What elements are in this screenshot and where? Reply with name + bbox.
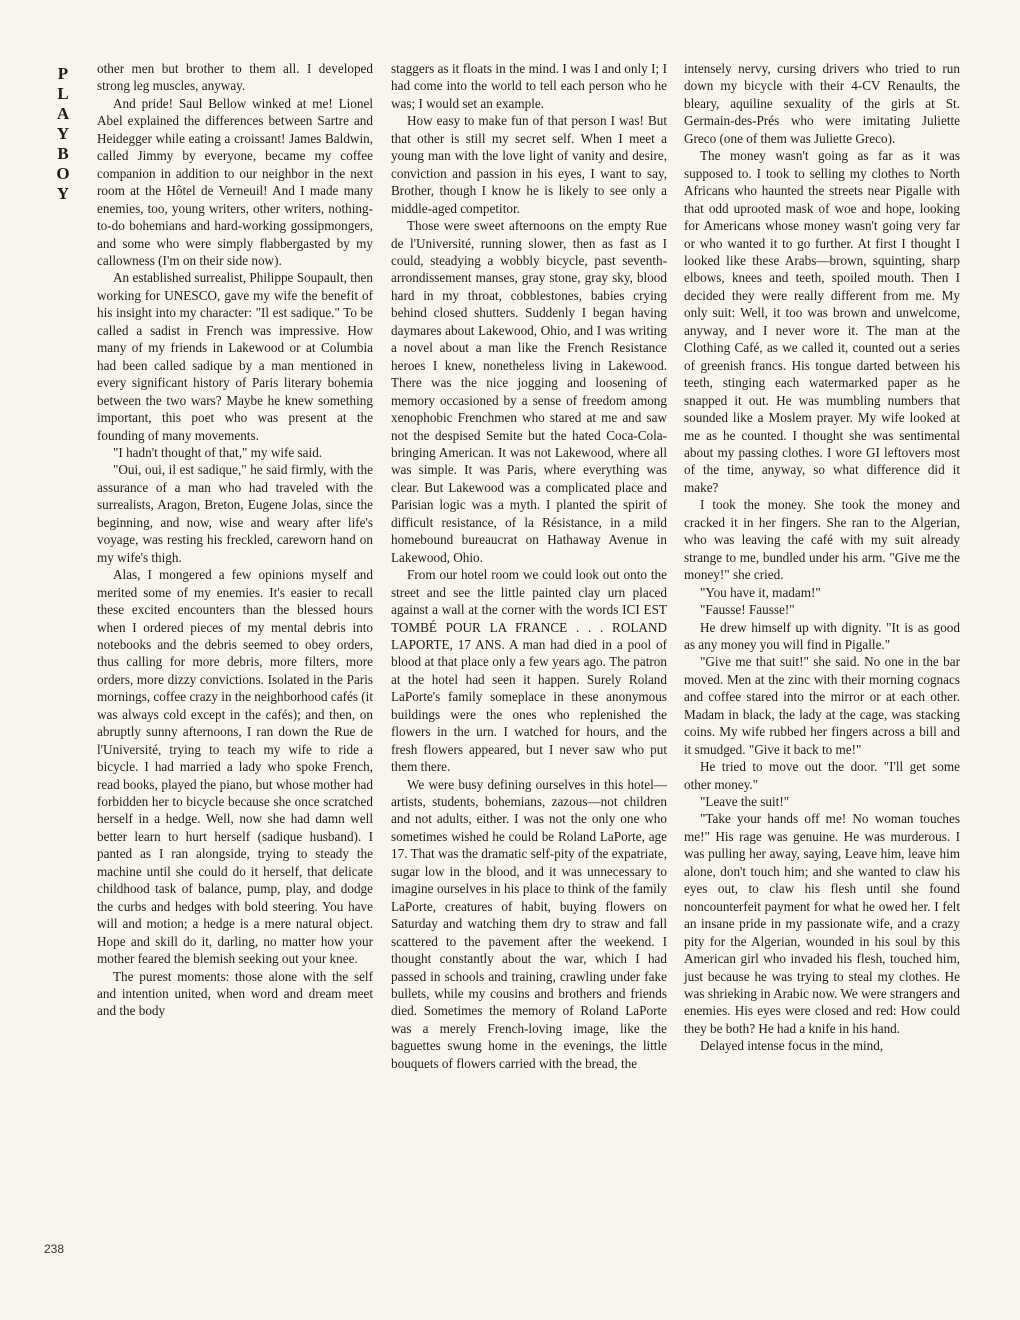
paragraph: other men but brother to them all. I developed strong leg muscles, anyway. (97, 61, 373, 94)
paragraph: "Fausse! Fausse!" (700, 602, 795, 618)
paragraph: "Give me that suit!" she said. No one in the bar moved. Men at the zinc with their morning cognacs and coffee stared into the mirror or at each other. Madam in black, the lady at the cage, was stacking coins. My wife rubbed her fingers across a bill and it smudged. "Give it back to me!" (684, 654, 960, 757)
paragraph: "I hadn't thought of that," my wife said. (113, 444, 323, 460)
paragraph: "Leave the suit!" (700, 794, 790, 810)
paragraph: The money wasn't going as far as it was supposed to. I took to selling my clothes to North Africans who haunted the streets near Pigalle with that odd uprooted mask of woe and hope, looking for Americans whose money wasn't going very far or who wanted it to go further. At first I thought I looked like these Arabs—brown, squinting, sharp elbows, knees and teeth, spoiled mouth. Then I decided they were really different from me. My only suit: Well, it too was brown and unwelcome, anyway, and I never wore it. The man at the Clothing Café, as we called it, counted out a series of greenish francs. His tongue darted between his teeth, stinging each watermarked paper as he snapped it out. He was mumbling numbers that sounded like a Moslem prayer. My wife looked at me as he counted. I thought she was sentimental about my passing clothes. I wore GI leftovers most of the time, anyway, so what difference did it make? (684, 148, 960, 495)
paragraph: intensely nervy, cursing drivers who tried to run down my bicycle with their 4-CV Renaults, the bleary, aquiline sexuality of the girls at St. Germain-des-Prés who were imitating Juliette Greco (one of them was Juliette Greco). (684, 61, 960, 146)
text-column-1 (97, 60, 373, 1020)
paragraph: Those were sweet afternoons on the empty Rue de l'Université, running slower, then as fast as I could, steadying a wobbly bicycle, past seventh-arrondissement manses, gray stone, gray sky, blood hard in my throat, cobblestones, babies crying behind closed shutters. Suddenly I began having daymares about Lakewood, Ohio, and I was writing a novel about a man like the French Resistance heroes I knew, nonetheless living in Lakewood. There was the nice jogging and loosening of memory occasioned by a sense of freedom among xenophobic Frenchmen who stared at me and saw not the despised Semite but the hated Coca-Cola-bringing American. It was not Lakewood, where all was simple. It was Paris, where everything was clear. But Lakewood was a complicated place and Parisian logic was a myth. I planted the spirit of difficult resistance, of la Résistance, in a mild homebound bureaucrat on Hathaway Avenue in Lakewood, Ohio. (391, 218, 667, 565)
paragraph: And pride! Saul Bellow winked at me! Lionel Abel explained the differences between Sartre and Heidegger while eating a croissant! James Baldwin, called Jimmy by everyone, became my coffee companion in addition to our neighbor in the next room at the Hôtel de Verneuil! And I made many enemies, too, young writers, other writers, nothing-to-do bohemians and hard-working gossipmongers, and some who were simply flabbergasted by my callowness (I'm on their side now). (97, 95, 373, 268)
paragraph: "Oui, oui, il est sadique," he said firmly, with the assurance of a man who had traveled with the surrealists, Aragon, Breton, Eugene Jolas, since the beginning, and now, wise and weary after life's voyage, was resting his freckled, careworn hand on my wife's thigh. (97, 462, 373, 565)
paragraph: An established surrealist, Philippe Soupault, then working for UNESCO, gave my wife the benefit of his insight into my character: "Il est sadique." To be called a sadist in French was impressive. How many of my friends in Lakewood or at Columbia had been called sadique by a man mentioned in every significant history of Paris literary bohemia between the two wars? Maybe he knew something important, this poet who was present at the founding of many movements. (97, 270, 373, 443)
paragraph: staggers as it floats in the mind. I was I and only I; I had come into the world to tell each person who he was; I would set an example. (391, 61, 667, 111)
paragraph: I took the money. She took the money and cracked it in her fingers. She ran to the Algerian, who was leaving the café with my suit already strange to me, bundled under his arm. "Give me the money!" she cried. (684, 497, 960, 583)
text-column-2 (391, 60, 667, 1072)
paragraph: He drew himself up with dignity. "It is as good as any money you will find in Pigalle." (684, 619, 960, 652)
magazine-masthead (50, 64, 76, 204)
paragraph: How easy to make fun of that person I was! But that other is still my secret self. When I meet a young man with the love light of vanity and desire, conviction and passion in his eyes, I want to say, Brother, though I know he is likely to see only a middle-aged competitor. (391, 113, 667, 216)
masthead-letter: L (57, 84, 69, 103)
masthead-letter: B (57, 144, 69, 163)
paragraph: From our hotel room we could look out onto the street and see the little painted clay urn placed against a wall at the corner with the words ICI EST TOMBÉ POUR LA FRANCE . . . ROLAND LAPORTE, 17 ANS. A man had died in a pool of blood at that place only a few years ago. The patron at the hotel had seen it happen. Surely Roland LaPorte's family someplace in these anonymous buildings were the ones who replenished the flowers in the urn. I watched for hours, and the fresh flowers appeared, but I never saw who put them there. (391, 567, 667, 775)
paragraph: He tried to move out the door. "I'll get some other money." (684, 759, 960, 792)
page-number: 238 (44, 1242, 65, 1256)
paragraph: Alas, I mongered a few opinions myself and merited some of my enemies. It's easier to recall these excited encounters than the blessed hours when I ordered pieces of my mental debris into notebooks and the debris seemed to obey orders, thus calling for more debris, more filters, more orders, more dizzy convictions. Isolated in the Paris mornings, coffee crazy in the neighborhood cafés (it was always cold except in the cafés); and then, on abruptly sunny afternoons, I ran down the Rue de l'Université, trying to teach my wife to ride a bicycle. I had married a lady who spoke French, read books, played the piano, but whose mother had forbidden her to bicycle because she once scratched herself in a hedge. Well, now she had damn well better learn to hurt herself (sadique husband). I panted as I ran alongside, trying to steady the machine until she could do it herself, that delicate childhood task of balance, pump, play, and dodge the curbs and hedges with bold steering. You have will and motion; a hedge is a mere natural object. Hope and skill do it, darling, no matter how your mother feared the blemish seeking out your knee. (97, 567, 373, 967)
paragraph: Delayed intense focus in the mind, (700, 1038, 884, 1054)
masthead-letter: A (56, 104, 70, 123)
paragraph: "Take your hands off me! No woman touches me!" His rage was genuine. He was murderous. I was pulling her away, saying, Leave him, leave him alone, don't touch him; and she wanted to claw his eyes out, to claw his flesh until she found noncounterfeit payment for what he owed her. I felt an insane pride in my passionate wife, and a crazy pity for the Algerian, wounded in his soul by this American girl who invaded his flesh, touched him, just because he was trying to steal my clothes. He was shrieking in Arabic now. We were strangers and enemies. His eyes were closed and red: How could they be both? He had a knife in his hand. (684, 811, 960, 1036)
masthead-letter: Y (56, 184, 70, 203)
paragraph: We were busy defining ourselves in this hotel—artists, students, bohemians, zazous—not children and not adults, either. I was not the only one who sometimes wished he could be Roland LaPorte, age 17. That was the dramatic self-pity of the expatriate, sugar low in the blood, and it was unnecessary to imagine ourselves in his place to think of the family LaPorte, creatures of habit, buying flowers on Saturday and watching them dry to straw and fall scattered to the pavement after the weekend. I thought constantly about the war, which I had passed in schools and training, crawling under fake bullets, while my cousins and brothers and friends died. Sometimes the memory of Roland LaPorte was a merely French-loving image, like the baguettes swung home in the evenings, the little bouquets of flowers carried with the bread, the (391, 776, 667, 1071)
masthead-letter: P (57, 64, 69, 83)
masthead-letter: O (56, 164, 70, 183)
text-column-3 (684, 60, 960, 1055)
paragraph: The purest moments: those alone with the self and intention united, when word and dream meet and the body (97, 968, 373, 1019)
masthead-letter: Y (56, 124, 70, 143)
paragraph: "You have it, madam!" (700, 584, 821, 600)
